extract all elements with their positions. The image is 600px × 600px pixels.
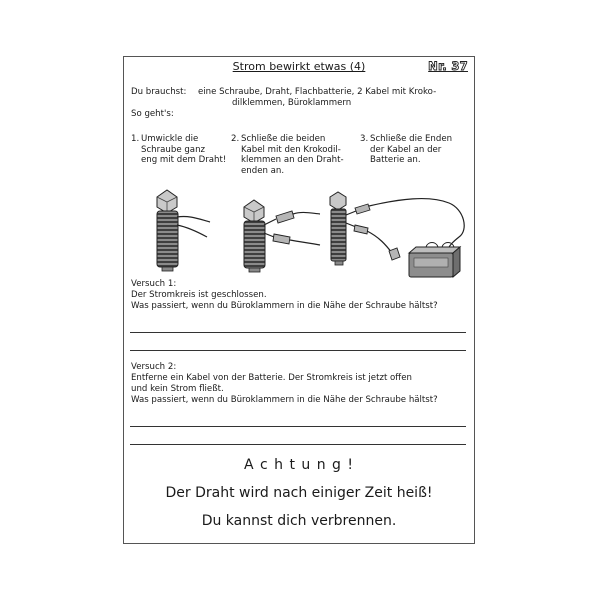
step-3 (360, 134, 452, 166)
step-3-line: der Kabel an der (370, 144, 442, 155)
step-1-line: eng mit dem Draht! (141, 155, 227, 166)
experiment-1-heading: Versuch 1: (131, 279, 177, 289)
answer-line (130, 444, 466, 445)
worksheet-number: Nr. 37 (428, 59, 468, 73)
worksheet-title: Strom bewirkt etwas (4) (232, 60, 366, 73)
step-2-number: 2. (231, 134, 240, 144)
answer-line (130, 426, 466, 427)
step-3-number: 3. (360, 134, 369, 144)
answer-line (130, 332, 466, 333)
step-2-line: enden an. (241, 165, 285, 176)
screw-battery-circuit-icon (330, 192, 464, 277)
step-2-line: Schließe die beiden (241, 134, 326, 144)
howto-heading: So geht's: (131, 109, 174, 119)
step-1 (131, 134, 226, 166)
warning-line-1: Der Draht wird nach einiger Zeit heiß! (165, 485, 433, 501)
materials-line-1: eine Schraube, Draht, Flachbatterie, 2 Kabel mit Kroko- (198, 87, 437, 97)
experiment-2-heading: Versuch 2: (131, 362, 177, 372)
experiment-1-line: Der Stromkreis ist geschlossen. (131, 290, 267, 300)
experiment-1-question: Was passiert, wenn du Büroklammern in die Nähe der Schraube hältst? (131, 301, 438, 311)
materials-line-2: dilklemmen, Büroklammern (232, 98, 352, 108)
warning-heading: A c h t u n g ! (243, 457, 355, 473)
experiment-2-question: Was passiert, wenn du Büroklammern in die Nähe der Schraube hältst? (131, 395, 438, 405)
worksheet (123, 56, 475, 544)
warning-line-2: Du kannst dich verbrennen. (201, 513, 397, 529)
experiment-2-line: und kein Strom fließt. (131, 384, 224, 394)
answer-line (130, 350, 466, 351)
step-1-number: 1. (131, 134, 140, 144)
screw-coil-1-icon (157, 190, 210, 271)
step-3-line: Schließe die Enden (370, 134, 453, 144)
experiment-illustration (124, 185, 476, 280)
experiment-2-line: Entferne ein Kabel von der Batterie. Der Stromkreis ist jetzt offen (131, 373, 412, 383)
materials-label: Du brauchst: (131, 87, 187, 97)
step-2-line: klemmen an den Draht- (241, 155, 344, 166)
step-1-line: Schraube ganz (141, 144, 206, 155)
step-3-line: Batterie an. (370, 155, 421, 166)
step-2 (231, 134, 344, 176)
step-1-line: Umwickle die (141, 134, 199, 144)
screw-coil-clips-icon (244, 200, 320, 272)
step-2-line: Kabel mit den Krokodil- (241, 144, 341, 155)
